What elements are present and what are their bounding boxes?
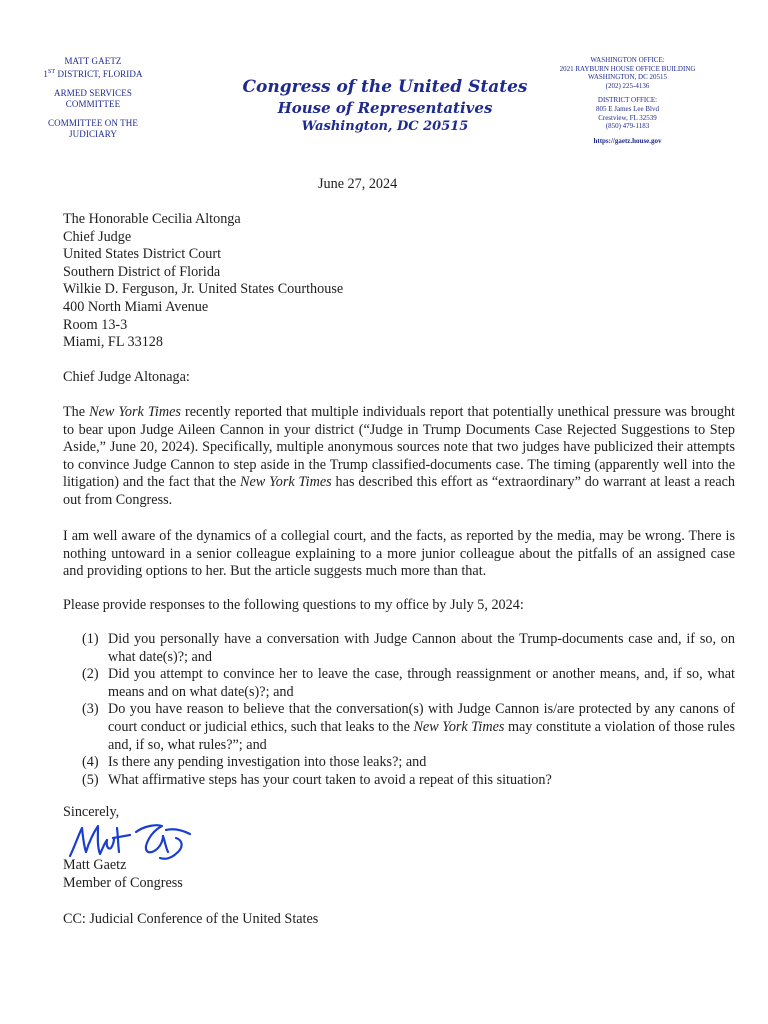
letterhead-center bbox=[240, 77, 530, 136]
letterhead-right bbox=[555, 56, 700, 145]
letterhead-city: Washington, DC 20515 bbox=[301, 119, 469, 134]
letterhead-left bbox=[38, 56, 148, 139]
paragraph-3: Please provide responses to the following questions to my office by July 5, 2024: bbox=[63, 597, 524, 613]
dc-office-address: 2021 RAYBURN HOUSE OFFICE BUILDING bbox=[559, 64, 696, 73]
question-item: (1) Did you personally have a conversation with Judge Cannon about the Trump-documents case and, if so, on what date(s)?; and bbox=[82, 631, 735, 665]
question-item: (5) What affirmative steps has your court taken to avoid a repeat of this situation? bbox=[82, 771, 552, 788]
address-line: The Honorable Cecilia Altonga bbox=[63, 211, 241, 227]
address-line: Chief Judge bbox=[63, 228, 132, 245]
salutation: Chief Judge Altonaga: bbox=[63, 369, 190, 385]
question-list bbox=[82, 631, 735, 789]
member-district: 1ST DISTRICT, FLORIDA bbox=[43, 68, 143, 79]
address-line: Room 13-3 bbox=[63, 316, 128, 333]
question-item: (4) Is there any pending investigation into those leaks?; and bbox=[82, 754, 427, 771]
district-office-city: Crestview, FL 32539 bbox=[598, 113, 657, 122]
paragraph-1: The New York Times recently reported that multiple individuals report that potentially unethical pressure was brought to bear upon Judge Aileen Cannon in your district (“Judge in Trump Documents Case Rejected Suggestions to Step Aside,” June 20, 2024). Specifically, multiple anonymous sources note that two judges have publicized their attempts to convince Judge Cannon to step aside in the Trump classified-documents case. The timing (apparently well into the litigation) and the fact that the New York Times has described this effort as “extraordinary” do warrant at least a reach out from Congress. bbox=[63, 404, 736, 508]
district-office-label: DISTRICT OFFICE: bbox=[597, 96, 658, 105]
signer-name: Matt Gaetz bbox=[63, 857, 127, 873]
website-link[interactable]: https://gaetz.house.gov bbox=[593, 136, 662, 145]
address-line: 400 North Miami Avenue bbox=[63, 298, 209, 315]
address-line: United States District Court bbox=[63, 246, 222, 263]
member-name: MATT GAETZ bbox=[64, 56, 122, 66]
dc-office-phone: (202) 225-4136 bbox=[605, 81, 650, 90]
letterhead-congress: Congress of the United States bbox=[242, 77, 528, 97]
address-line: Wilkie D. Ferguson, Jr. United States Courthouse bbox=[63, 281, 344, 298]
address-line: Southern District of Florida bbox=[63, 263, 221, 280]
dc-office-city: WASHINGTON, DC 20515 bbox=[587, 73, 667, 82]
committee-armed-services: ARMED SERVICES COMMITTEE bbox=[54, 88, 132, 109]
dc-office-label: WASHINGTON OFFICE: bbox=[590, 56, 665, 64]
address-line: Miami, FL 33128 bbox=[63, 334, 163, 351]
cc-line: CC: Judicial Conference of the United States bbox=[63, 911, 319, 927]
closing: Sincerely, bbox=[63, 804, 120, 820]
letterhead-house: House of Representatives bbox=[277, 99, 493, 117]
question-item: (3) Do you have reason to believe that the conversation(s) with Judge Cannon is/are protected by any canons of court conduct or judicial ethics, such that leaks to the New York Times may constitute a violation of those rules and, if so, what rules?”; and bbox=[82, 701, 735, 753]
committee-judiciary: COMMITTEE ON THE JUDICIARY bbox=[48, 118, 138, 139]
signer-title: Member of Congress bbox=[63, 874, 183, 891]
letter-date: June 27, 2024 bbox=[318, 176, 398, 192]
signer-block bbox=[63, 857, 183, 892]
paragraph-2: I am well aware of the dynamics of a collegial court, and the facts, as reported by the media, may be wrong. There is nothing untoward in a senior colleague explaining to a more junior colleague about the pitfalls of an assigned case and providing options to her. But the article suggests much more than that. bbox=[63, 528, 735, 580]
district-office-address: 805 E James Lee Blvd bbox=[596, 104, 659, 113]
recipient-address bbox=[63, 211, 343, 352]
question-item: (2) Did you attempt to convince her to leave the case, through reassignment or another means, and, if so, what means and on what date(s)?; and bbox=[82, 666, 735, 700]
district-office-phone: (850) 479-1183 bbox=[605, 122, 650, 131]
